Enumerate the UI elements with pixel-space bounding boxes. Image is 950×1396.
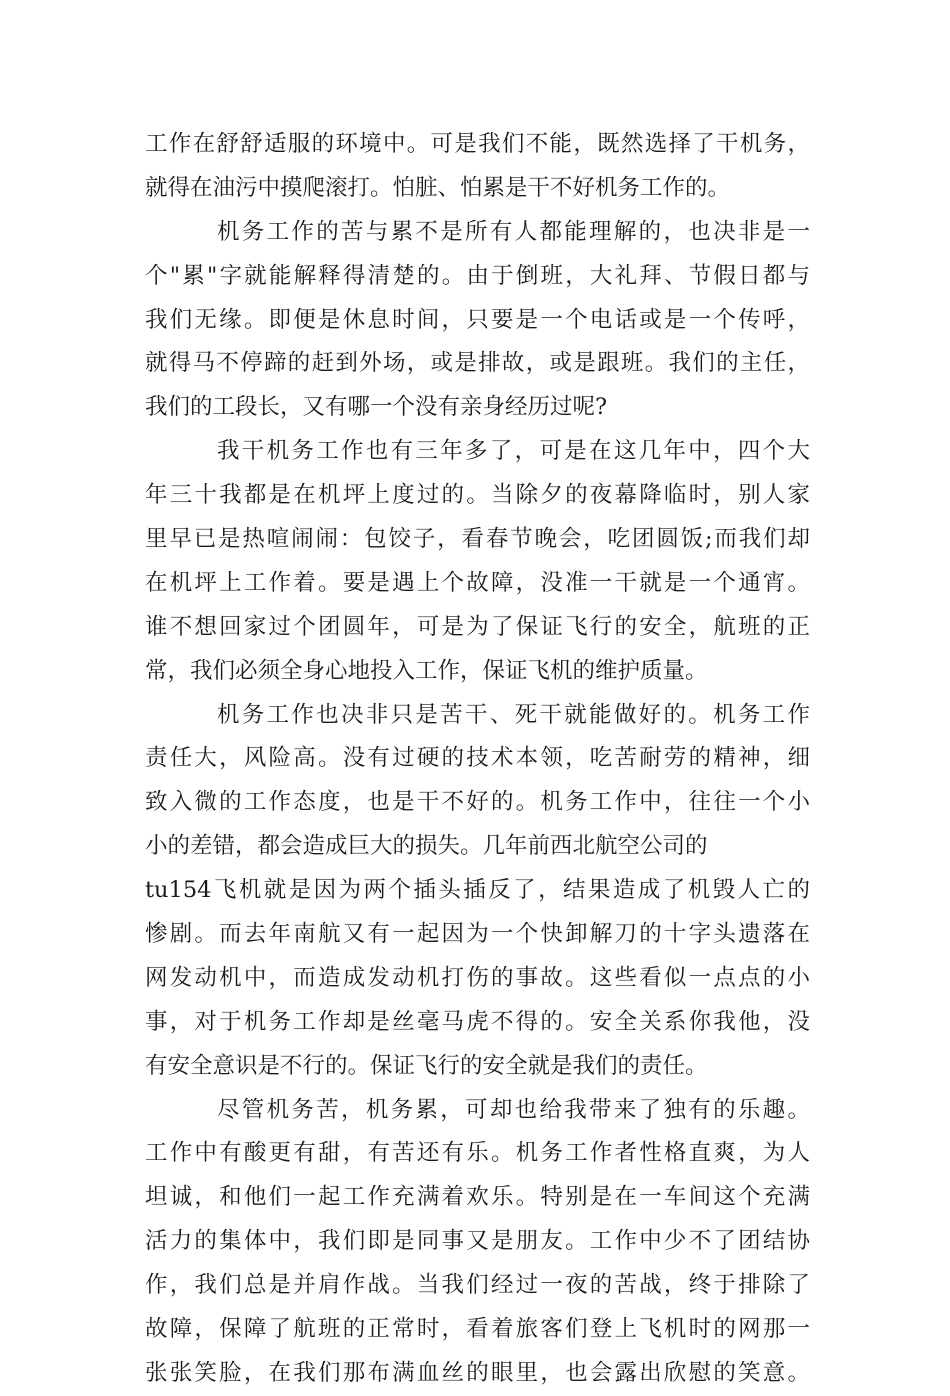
text-line: 在机坪上工作着。要是遇上个故障，没准一干就是一个通宵。 — [145, 569, 810, 596]
text-line: 个"累"字就能解释得清楚的。由于倒班，大礼拜、节假日都与 — [145, 262, 810, 289]
text-line: 惨剧。而去年南航又有一起因为一个快卸解刀的十字头遗落在 — [145, 921, 810, 948]
text-line: 故障，保障了航班的正常时，看着旅客们登上飞机时的网那一 — [145, 1316, 810, 1343]
text-line: 事，对于机务工作却是丝毫马虎不得的。安全关系你我他，没 — [145, 1008, 810, 1035]
text-line: 我们无缘。即便是休息时间，只要是一个电话或是一个传呼， — [145, 306, 810, 333]
text-line: 就得在油污中摸爬滚打。怕脏、怕累是干不好机务工作的。 — [145, 174, 731, 201]
text-line: 谁不想回家过个团圆年，可是为了保证飞行的安全，航班的正 — [145, 613, 810, 640]
paragraph-first-line: 我干机务工作也有三年多了，可是在这几年中，四个大 — [217, 438, 810, 465]
text-line: 活力的集体中，我们即是同事又是朋友。工作中少不了团结协 — [145, 1228, 810, 1255]
text-line: 我们的工段长，又有哪一个没有亲身经历过呢? — [145, 394, 608, 421]
text-line: 工作中有酸更有甜，有苦还有乐。机务工作者性格直爽，为人 — [145, 1140, 810, 1167]
text-line: 年三十我都是在机坪上度过的。当除夕的夜幕降临时，别人家 — [145, 482, 810, 509]
text-line: 工作在舒舒适服的环境中。可是我们不能，既然选择了干机务， — [145, 131, 810, 157]
paragraph-first-line: 机务工作的苦与累不是所有人都能理解的，也决非是一 — [217, 218, 810, 245]
text-line: tu154飞机就是因为两个插头插反了，结果造成了机毁人亡的 — [145, 877, 810, 904]
text-line: 坦诚，和他们一起工作充满着欢乐。特别是在一车间这个充满 — [145, 1184, 810, 1211]
body-text — [145, 123, 810, 1396]
text-line: 网发动机中，而造成发动机打伤的事故。这些看似一点点的小 — [145, 964, 810, 991]
paragraph-first-line: 尽管机务苦，机务累，可却也给我带来了独有的乐趣。 — [217, 1096, 810, 1123]
text-line: 张张笑脸，在我们那布满血丝的眼里，也会露出欣慰的笑意。 — [145, 1359, 810, 1386]
text-line: 里早已是热喧闹闹：包饺子，看春节晚会，吃团圆饭;而我们却 — [145, 526, 810, 553]
text-line: 作，我们总是并肩作战。当我们经过一夜的苦战，终于排除了 — [145, 1272, 810, 1299]
paragraph-first-line: 机务工作也决非只是苦干、死干就能做好的。机务工作 — [217, 701, 810, 728]
text-line: 责任大，风险高。没有过硬的技术本领，吃苦耐劳的精神，细 — [145, 745, 810, 772]
text-line: 小的差错，都会造成巨大的损失。几年前西北航空公司的 — [145, 833, 708, 860]
text-line: 致入微的工作态度，也是干不好的。机务工作中，往往一个小 — [145, 789, 810, 816]
text-line: 有安全意识是不行的。保证飞行的安全就是我们的责任。 — [145, 1052, 708, 1079]
text-line: 就得马不停蹄的赶到外场，或是排故，或是跟班。我们的主任， — [145, 350, 810, 377]
text-line: 常，我们必须全身心地投入工作，保证飞机的维护质量。 — [145, 657, 708, 684]
